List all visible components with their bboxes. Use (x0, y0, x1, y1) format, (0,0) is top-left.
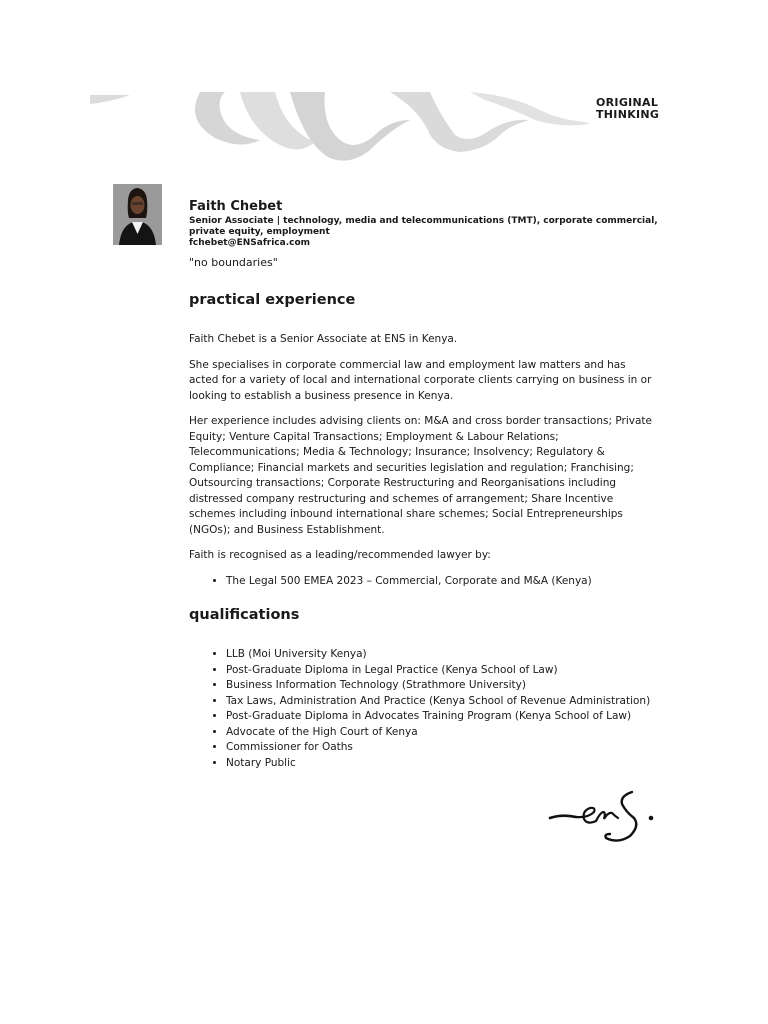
profile-header (189, 198, 659, 249)
recognition-item: • The Legal 500 EMEA 2023 – Commercial, Corporate and M&A (Kenya) (226, 574, 657, 590)
profile-photo (113, 184, 162, 245)
profile-email: fchebet@ENSafrica.com (189, 238, 311, 248)
experience-heading: practical experience (189, 292, 356, 308)
recognition-list (189, 574, 657, 590)
qualification-item: • Post-Graduate Diploma in Advocates Training Program (Kenya School of Law) (226, 709, 657, 725)
qualification-item: • Advocate of the High Court of Kenya (226, 725, 657, 741)
profile-role: Senior Associate | technology, media and telecommunications (TMT), corporate commercial, private equity, employment (189, 216, 658, 237)
experience-paragraph: Her experience includes advising clients on: M&A and cross border transactions; Private Equity; Venture Capital Transactions; Employment & Labour Relations; Telecommunications; Media & Technology; Insurance; Insolvency; Regulatory & Compliance; Financial markets and securities legislation and regulation; Franchising; Outsourcing transactions; Corporate Restructuring and Reorganisations including distressed company restructuring and schemes of arrangement; Share Incentive schemes including inbound international share schemes; Social Entrepreneurships (NGOs); and Business Establishment. (189, 415, 652, 536)
qualifications-heading: qualifications (189, 607, 300, 623)
qualification-item: • LLB (Moi University Kenya) (226, 647, 657, 663)
experience-paragraph: Faith Chebet is a Senior Associate at ENS in Kenya. (189, 333, 458, 345)
qualification-item: • Post-Graduate Diploma in Legal Practice (Kenya School of Law) (226, 663, 657, 679)
qualifications-list (189, 647, 657, 771)
qualification-item: • Notary Public (226, 756, 657, 772)
main-content (189, 290, 657, 781)
decorative-wave-banner (90, 90, 590, 165)
qualification-item: • Business Information Technology (Strathmore University) (226, 678, 657, 694)
tagline-line-1: ORIGINAL (596, 96, 659, 109)
profile-quote: "no boundaries" (189, 256, 278, 269)
qualification-item: • Commissioner for Oaths (226, 740, 657, 756)
ens-signature-logo (548, 788, 656, 846)
tagline-line-2: THINKING (596, 108, 660, 121)
experience-paragraph: She specialises in corporate commercial law and employment law matters and has acted for a variety of local and international corporate clients carrying on business in or looking to establish a business presence in Kenya. (189, 358, 652, 402)
profile-name: Faith Chebet (189, 199, 283, 214)
brand-tagline (596, 97, 659, 121)
experience-paragraph: Faith is recognised as a leading/recommended lawyer by: (189, 549, 491, 561)
qualification-item: • Tax Laws, Administration And Practice (Kenya School of Revenue Administration) (226, 694, 657, 710)
